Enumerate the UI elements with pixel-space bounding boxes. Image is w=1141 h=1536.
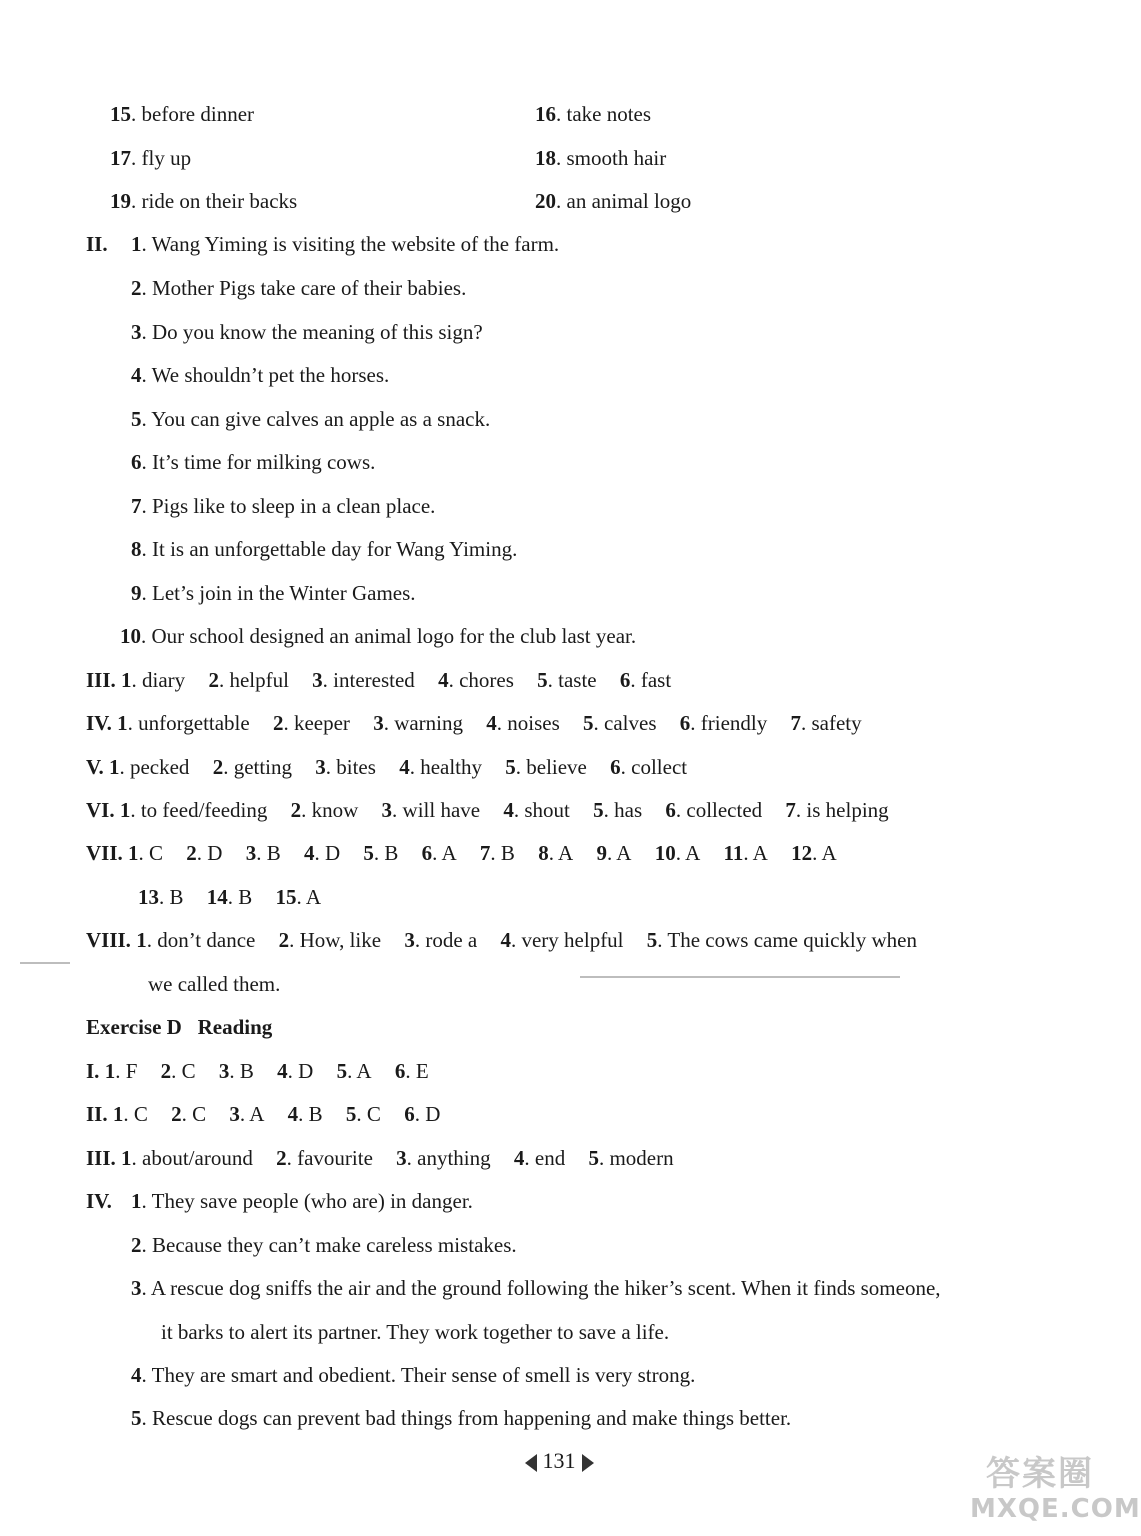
sentence-item: 5. Rescue dogs can prevent bad things from happening and make things better. [131,1406,792,1430]
sentence-item: 1. They save people (who are) in danger. [131,1189,473,1213]
watermark-top-text: 答案圈 [986,1454,1094,1494]
d-section-4-roman: IV. [86,1189,112,1213]
scan-artifact-divider [580,976,900,978]
d-section-1-row: I. 1. F 2. C 3. B 4. D 5. A 6. E [86,1059,429,1083]
sentence-item: 3. Do you know the meaning of this sign? [131,320,483,344]
vocab-item: 16. take notes [535,102,652,126]
sentence-item: 2. Mother Pigs take care of their babies. [131,276,467,300]
watermark-bottom-text: MXQE.COM [970,1494,1141,1524]
triangle-right-icon [582,1454,594,1472]
sentence-item: 5. You can give calves an apple as a snack. [131,407,491,431]
section-8-continuation: we called them. [148,972,281,996]
triangle-left-icon [525,1454,537,1472]
sentence-item: 4. We shouldn’t pet the horses. [131,363,390,387]
section-5-row: V. 1. pecked 2. getting 3. bites 4. healthy 5. believe 6. collect [86,755,688,779]
vocab-item: 20. an animal logo [535,189,692,213]
sentence-item: 9. Let’s join in the Winter Games. [131,581,416,605]
sentence-item: 10. Our school designed an animal logo for the club last year. [120,624,637,648]
vocab-item: 15. before dinner [110,102,255,126]
sentence-item: 3. A rescue dog sniffs the air and the ground following the hiker’s scent. When it finds someone, [131,1276,941,1300]
d-section-2-row: II. 1. C 2. C 3. A 4. B 5. C 6. D [86,1102,441,1126]
section-8-row: VIII. 1. don’t dance 2. How, like 3. rode a 4. very helpful 5. The cows came quickly when [86,928,917,952]
sentence-item: 4. They are smart and obedient. Their sense of smell is very strong. [131,1363,696,1387]
sentence-item: 2. Because they can’t make careless mistakes. [131,1233,517,1257]
section-2-roman: II. [86,232,108,256]
sentence-continuation: it barks to alert its partner. They work together to save a life. [161,1320,670,1344]
sentence-item: 6. It’s time for milking cows. [131,450,376,474]
watermark-logo [970,1454,1141,1530]
sentence-item: 8. It is an unforgettable day for Wang Yiming. [131,537,518,561]
section-7-row-1: VII. 1. C 2. D 3. B 4. D 5. B 6. A 7. B 8. A 9. A 10. A 11. A 12. A [86,841,837,865]
section-4-row: IV. 1. unforgettable 2. keeper 3. warning 4. noises 5. calves 6. friendly 7. safety [86,711,862,735]
section-6-row: VI. 1. to feed/feeding 2. know 3. will have 4. shout 5. has 6. collected 7. is helping [86,798,889,822]
vocab-item: 18. smooth hair [535,146,667,170]
page-number-footer [0,1446,1118,1476]
sentence-item: 1. Wang Yiming is visiting the website of the farm. [131,232,560,256]
vocab-item: 19. ride on their backs [110,189,298,213]
d-section-3-row: III. 1. about/around 2. favourite 3. anything 4. end 5. modern [86,1146,674,1170]
sentence-item: 7. Pigs like to sleep in a clean place. [131,494,436,518]
scan-artifact-divider [20,962,70,964]
vocab-item: 17. fly up [110,146,192,170]
section-7-row-2: 13. B 14. B 15. A [138,885,322,909]
section-3-row: III. 1. diary 2. helpful 3. interested 4. chores 5. taste 6. fast [86,668,672,692]
exercise-d-heading: Exercise D Reading [86,1015,273,1039]
page-number: 131 [542,1448,576,1473]
